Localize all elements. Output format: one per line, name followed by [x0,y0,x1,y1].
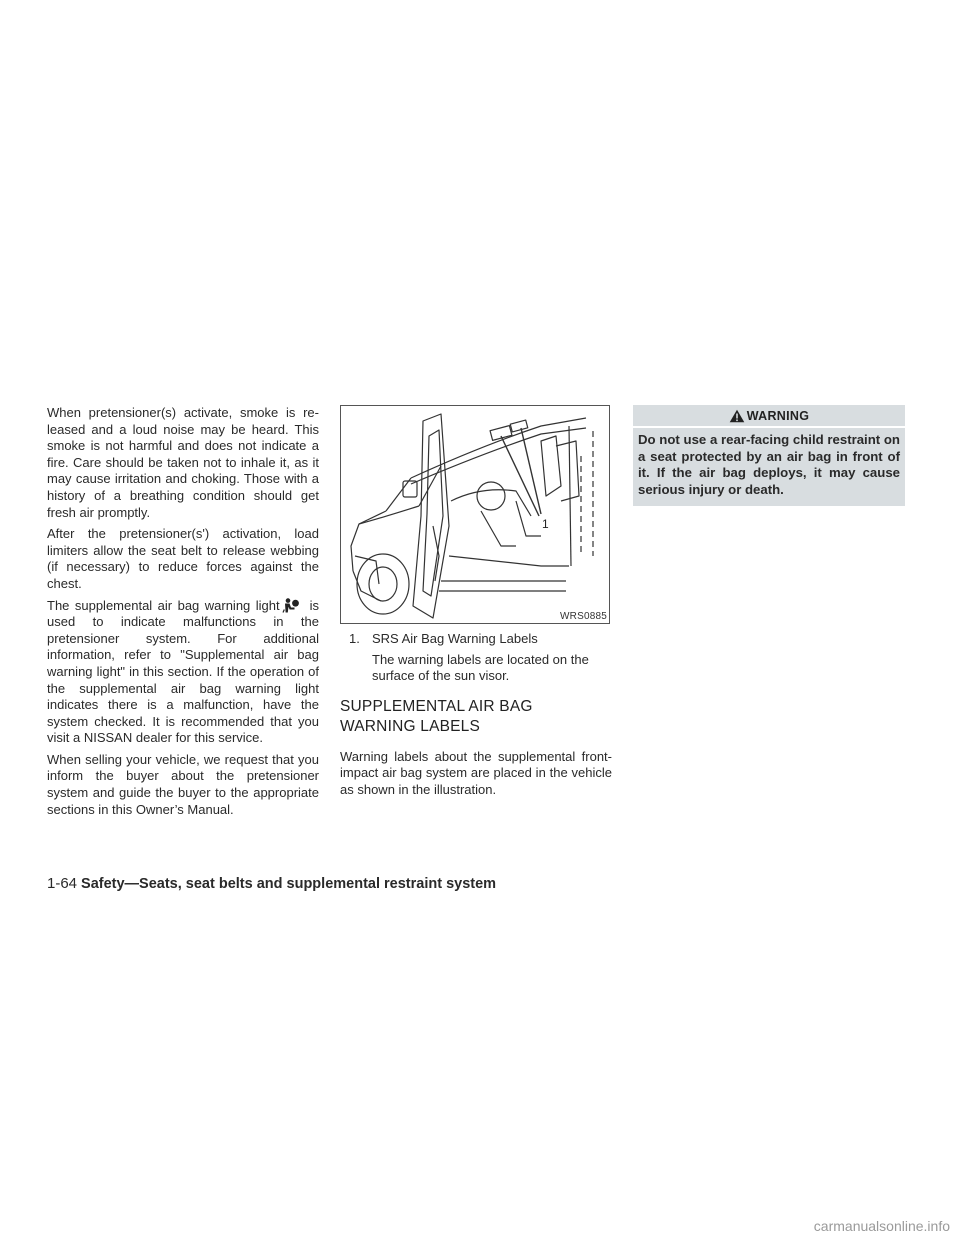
left-column [47,405,319,823]
watermark: carmanualsonline.info [813,1218,950,1234]
chapter-title: Safety—Seats, seat belts and supplemental restraint system [81,876,497,892]
caption-number: 1. [349,631,360,646]
warning-labels-paragraph: Warning labels about the supplemental front-impact air bag system are placed in the vehicle as shown in the illustration. [340,748,612,797]
warning-box [633,405,905,506]
warning-title: WARNING [746,408,810,423]
airbag-light-paragraph [47,598,319,747]
warning-header [633,405,905,428]
airbag-light-text-after: is used to indicate malfunctions in the pretensioner system. For additional information, refer to "Supplemental air bag warning light" in this section. If the operation of the supplemental air bag warning light indicates there is a malfunction, have the system checked. It is recommended that you visit a NISSAN dealer for this service. [47,597,319,746]
load-limiter-paragraph: After the pretensioner(s') activation, load limiters allow the seat belt to release webbing (if necessary) to reduce forces against the chest. [47,526,319,591]
warning-text: Do not use a rear-facing child restraint on a seat protected by an air bag in front of it. If the air bag deploys, it may cause serious injury or death. [638,432,900,497]
vehicle-door-open-drawing [341,406,609,623]
caption-note: The warning labels are located on the surface of the sun visor. [372,651,589,684]
airbag-light-text-before: The supplemental air bag warning light [47,597,280,613]
figure-callout-1: 1 [542,517,549,531]
figure-code: WRS0885 [560,611,607,622]
caption-text: SRS Air Bag Warning Labels [372,631,538,646]
figure-caption [340,631,612,648]
middle-column [340,405,612,804]
section-heading: SUPPLEMENTAL AIR BAG WARNING LABELS [340,697,533,735]
vehicle-illustration [340,405,610,624]
pretensioner-smoke-paragraph: When pretensioner(s) activate, smoke is released and a loud noise may be heard. This smoke is not harmful and does not indicate a fire. Care should be taken not to inhale it, as it may cause irritation and choking. Those with a history of a breathing condition should get fresh air promptly. [47,405,319,520]
airbag-warning-light-icon [282,598,300,613]
page-number: 1-64 [47,875,78,892]
warning-triangle-icon [729,409,745,423]
selling-vehicle-paragraph: When selling your vehicle, we request that you inform the buyer about the pretensioner system and guide the buyer to the appropriate sections in this Owner’s Manual. [47,751,319,817]
page-footer [47,875,496,892]
right-column [633,405,905,506]
